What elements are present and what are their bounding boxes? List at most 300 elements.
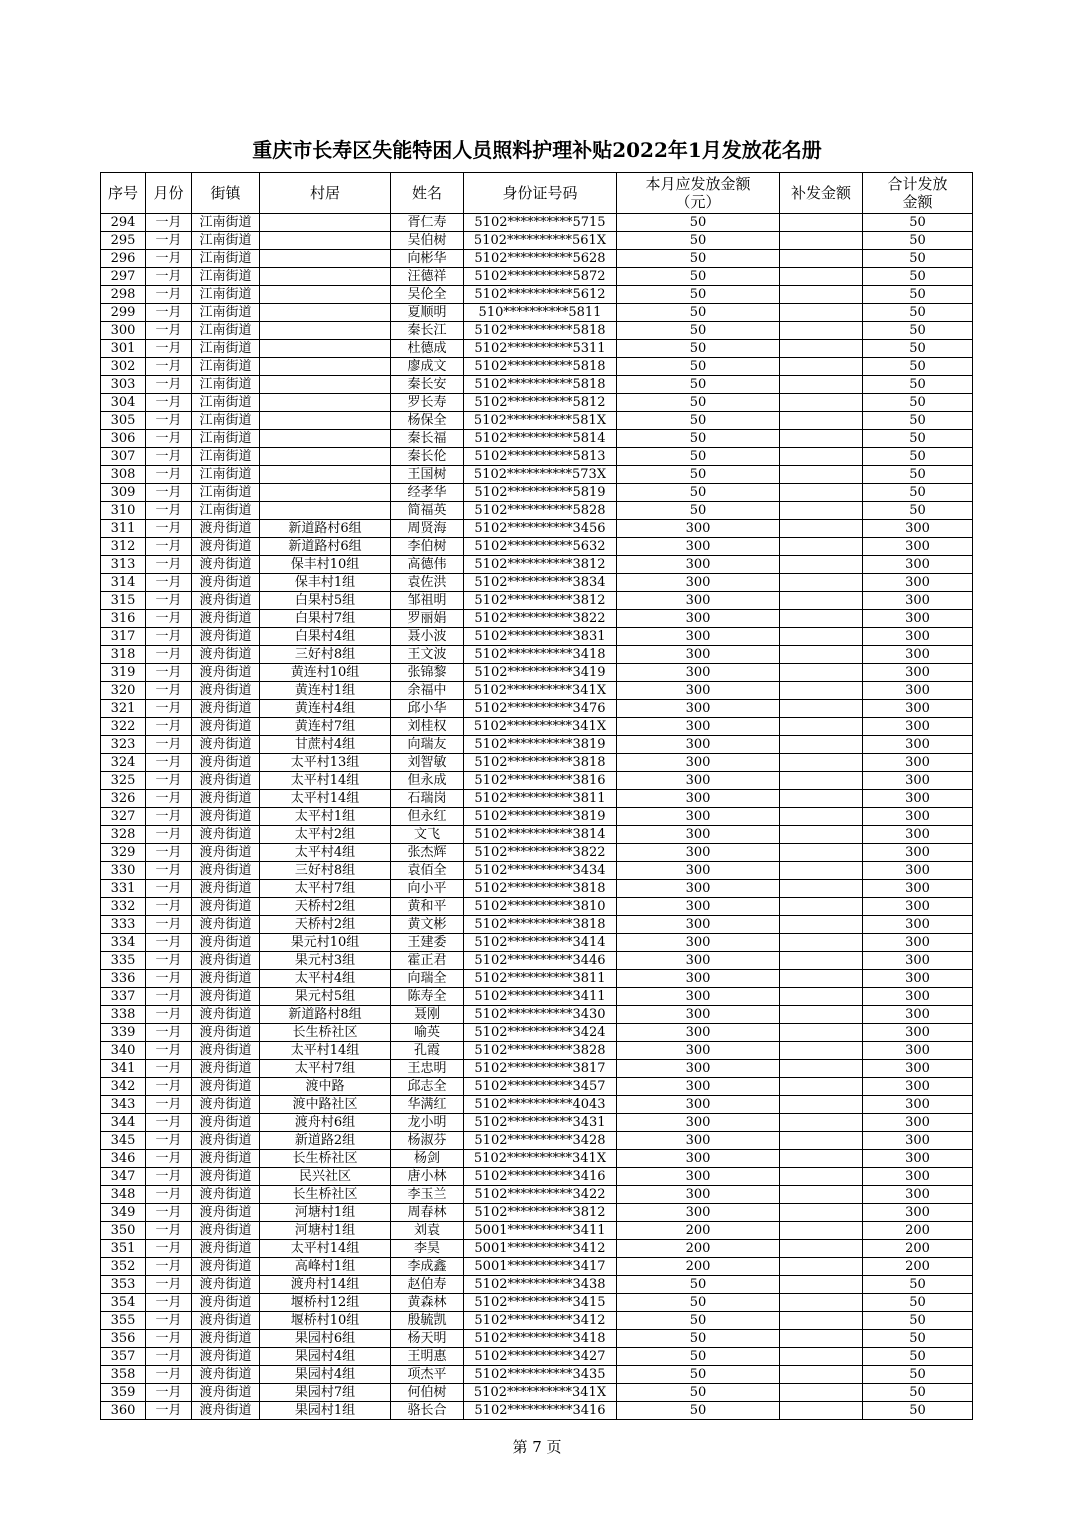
cell-seq: 309 <box>101 484 146 502</box>
cell-seq: 302 <box>101 358 146 376</box>
cell-street: 渡舟街道 <box>192 844 260 862</box>
cell-due-amount: 50 <box>617 268 780 286</box>
cell-due-amount: 50 <box>617 484 780 502</box>
cell-name: 秦长伦 <box>391 448 464 466</box>
cell-total: 300 <box>863 826 973 844</box>
table-row <box>101 646 973 664</box>
cell-village: 太平村4组 <box>260 970 391 988</box>
cell-month: 一月 <box>146 916 192 934</box>
cell-seq: 294 <box>101 214 146 232</box>
header-due-line2: （元） <box>675 193 721 211</box>
cell-total: 50 <box>863 232 973 250</box>
cell-name: 王建委 <box>391 934 464 952</box>
cell-seq: 353 <box>101 1276 146 1294</box>
cell-due-amount: 300 <box>617 898 780 916</box>
cell-street: 渡舟街道 <box>192 916 260 934</box>
cell-name: 李昊 <box>391 1240 464 1258</box>
cell-seq: 298 <box>101 286 146 304</box>
cell-id-number: 5102**********5818 <box>464 322 617 340</box>
cell-reissue <box>780 358 863 376</box>
cell-month: 一月 <box>146 574 192 592</box>
cell-seq: 342 <box>101 1078 146 1096</box>
cell-street: 渡舟街道 <box>192 1402 260 1420</box>
cell-name: 刘袁 <box>391 1222 464 1240</box>
cell-month: 一月 <box>146 952 192 970</box>
cell-due-amount: 300 <box>617 574 780 592</box>
cell-id-number: 5102**********5628 <box>464 250 617 268</box>
cell-village: 果园村7组 <box>260 1384 391 1402</box>
cell-id-number: 5102**********3416 <box>464 1402 617 1420</box>
cell-reissue <box>780 628 863 646</box>
cell-month: 一月 <box>146 934 192 952</box>
cell-total: 50 <box>863 394 973 412</box>
cell-street: 江南街道 <box>192 286 260 304</box>
cell-seq: 325 <box>101 772 146 790</box>
cell-village: 渡舟村6组 <box>260 1114 391 1132</box>
cell-due-amount: 50 <box>617 502 780 520</box>
cell-month: 一月 <box>146 1366 192 1384</box>
cell-due-amount: 300 <box>617 790 780 808</box>
cell-reissue <box>780 574 863 592</box>
cell-street: 江南街道 <box>192 304 260 322</box>
cell-seq: 315 <box>101 592 146 610</box>
cell-name: 袁佰全 <box>391 862 464 880</box>
cell-due-amount: 50 <box>617 1276 780 1294</box>
cell-total: 50 <box>863 430 973 448</box>
cell-total: 300 <box>863 1024 973 1042</box>
table-row <box>101 430 973 448</box>
cell-month: 一月 <box>146 376 192 394</box>
cell-name: 罗长寿 <box>391 394 464 412</box>
cell-seq: 341 <box>101 1060 146 1078</box>
cell-total: 300 <box>863 682 973 700</box>
cell-reissue <box>780 898 863 916</box>
cell-due-amount: 300 <box>617 700 780 718</box>
table-row <box>101 412 973 430</box>
table-row <box>101 268 973 286</box>
header-total-line1: 合计发放 <box>887 175 948 193</box>
cell-street: 渡舟街道 <box>192 1132 260 1150</box>
table-row <box>101 358 973 376</box>
cell-id-number: 5102**********5813 <box>464 448 617 466</box>
cell-seq: 308 <box>101 466 146 484</box>
cell-total: 300 <box>863 538 973 556</box>
cell-due-amount: 300 <box>617 1204 780 1222</box>
cell-seq: 337 <box>101 988 146 1006</box>
cell-name: 唐小林 <box>391 1168 464 1186</box>
cell-village: 太平村14组 <box>260 1042 391 1060</box>
cell-seq: 317 <box>101 628 146 646</box>
cell-seq: 338 <box>101 1006 146 1024</box>
cell-id-number: 5102**********3411 <box>464 988 617 1006</box>
cell-name: 吴伦全 <box>391 286 464 304</box>
cell-total: 300 <box>863 628 973 646</box>
cell-reissue <box>780 700 863 718</box>
cell-seq: 358 <box>101 1366 146 1384</box>
table-row <box>101 1222 973 1240</box>
cell-due-amount: 300 <box>617 718 780 736</box>
cell-name: 邱志全 <box>391 1078 464 1096</box>
cell-month: 一月 <box>146 754 192 772</box>
cell-id-number: 5102**********3412 <box>464 1312 617 1330</box>
table-row <box>101 250 973 268</box>
cell-reissue <box>780 268 863 286</box>
cell-seq: 348 <box>101 1186 146 1204</box>
cell-reissue <box>780 610 863 628</box>
cell-reissue <box>780 1204 863 1222</box>
cell-name: 邹祖明 <box>391 592 464 610</box>
cell-street: 江南街道 <box>192 502 260 520</box>
header-reissue: 补发金额 <box>780 173 863 214</box>
cell-total: 50 <box>863 1348 973 1366</box>
cell-name: 何伯树 <box>391 1384 464 1402</box>
cell-reissue <box>780 682 863 700</box>
cell-name: 简福英 <box>391 502 464 520</box>
cell-month: 一月 <box>146 1168 192 1186</box>
cell-village: 三好村8组 <box>260 862 391 880</box>
cell-name: 石瑞岗 <box>391 790 464 808</box>
cell-id-number: 5102**********4043 <box>464 1096 617 1114</box>
page-number: 第 7 页 <box>512 1438 562 1456</box>
cell-id-number: 5102**********341X <box>464 682 617 700</box>
cell-village: 高峰村1组 <box>260 1258 391 1276</box>
cell-id-number: 5102**********3446 <box>464 952 617 970</box>
cell-total: 300 <box>863 934 973 952</box>
cell-village: 渡中路 <box>260 1078 391 1096</box>
cell-reissue <box>780 1312 863 1330</box>
cell-street: 渡舟街道 <box>192 1006 260 1024</box>
cell-month: 一月 <box>146 1276 192 1294</box>
cell-total: 50 <box>863 502 973 520</box>
cell-reissue <box>780 790 863 808</box>
cell-id-number: 5102**********3834 <box>464 574 617 592</box>
cell-seq: 354 <box>101 1294 146 1312</box>
cell-due-amount: 50 <box>617 322 780 340</box>
cell-month: 一月 <box>146 268 192 286</box>
cell-street: 渡舟街道 <box>192 934 260 952</box>
cell-due-amount: 300 <box>617 862 780 880</box>
cell-village: 黄连村1组 <box>260 682 391 700</box>
table-row <box>101 1366 973 1384</box>
cell-due-amount: 300 <box>617 1114 780 1132</box>
cell-id-number: 5102**********3430 <box>464 1006 617 1024</box>
cell-name: 李伯树 <box>391 538 464 556</box>
cell-id-number: 5102**********5814 <box>464 430 617 448</box>
table-row <box>101 340 973 358</box>
cell-id-number: 5102**********5311 <box>464 340 617 358</box>
cell-name: 秦长安 <box>391 376 464 394</box>
cell-due-amount: 50 <box>617 340 780 358</box>
cell-total: 50 <box>863 1276 973 1294</box>
cell-due-amount: 300 <box>617 1096 780 1114</box>
cell-month: 一月 <box>146 466 192 484</box>
cell-due-amount: 50 <box>617 358 780 376</box>
cell-id-number: 5102**********5612 <box>464 286 617 304</box>
cell-seq: 301 <box>101 340 146 358</box>
table-row <box>101 484 973 502</box>
cell-street: 渡舟街道 <box>192 1024 260 1042</box>
cell-street: 渡舟街道 <box>192 574 260 592</box>
cell-month: 一月 <box>146 214 192 232</box>
cell-name: 黄文彬 <box>391 916 464 934</box>
cell-month: 一月 <box>146 1042 192 1060</box>
cell-month: 一月 <box>146 880 192 898</box>
cell-village: 太平村2组 <box>260 826 391 844</box>
cell-month: 一月 <box>146 646 192 664</box>
cell-reissue <box>780 592 863 610</box>
table-row <box>101 538 973 556</box>
cell-due-amount: 300 <box>617 610 780 628</box>
cell-village: 太平村7组 <box>260 880 391 898</box>
cell-id-number: 5102**********3822 <box>464 610 617 628</box>
cell-due-amount: 50 <box>617 412 780 430</box>
table-row <box>101 826 973 844</box>
cell-village: 长生桥社区 <box>260 1186 391 1204</box>
cell-reissue <box>780 1042 863 1060</box>
cell-street: 江南街道 <box>192 466 260 484</box>
cell-reissue <box>780 466 863 484</box>
cell-street: 渡舟街道 <box>192 1384 260 1402</box>
cell-seq: 303 <box>101 376 146 394</box>
cell-reissue <box>780 862 863 880</box>
cell-month: 一月 <box>146 808 192 826</box>
cell-seq: 312 <box>101 538 146 556</box>
header-due-amount <box>617 173 780 214</box>
table-row <box>101 520 973 538</box>
cell-id-number: 5102**********3818 <box>464 916 617 934</box>
cell-total: 50 <box>863 376 973 394</box>
cell-name: 喻英 <box>391 1024 464 1042</box>
table-row <box>101 214 973 232</box>
cell-seq: 319 <box>101 664 146 682</box>
table-row <box>101 682 973 700</box>
cell-reissue <box>780 826 863 844</box>
cell-total: 50 <box>863 1366 973 1384</box>
cell-street: 渡舟街道 <box>192 1258 260 1276</box>
cell-seq: 333 <box>101 916 146 934</box>
cell-due-amount: 300 <box>617 844 780 862</box>
table-row <box>101 1402 973 1420</box>
cell-total: 300 <box>863 1168 973 1186</box>
cell-name: 龙小明 <box>391 1114 464 1132</box>
table-row <box>101 1150 973 1168</box>
cell-total: 300 <box>863 1186 973 1204</box>
cell-reissue <box>780 1258 863 1276</box>
cell-month: 一月 <box>146 304 192 322</box>
cell-total: 300 <box>863 1204 973 1222</box>
cell-name: 李成鑫 <box>391 1258 464 1276</box>
cell-due-amount: 50 <box>617 376 780 394</box>
cell-month: 一月 <box>146 682 192 700</box>
cell-id-number: 5102**********3438 <box>464 1276 617 1294</box>
cell-due-amount: 300 <box>617 970 780 988</box>
cell-id-number: 5102**********3812 <box>464 592 617 610</box>
cell-due-amount: 300 <box>617 772 780 790</box>
cell-name: 王忠明 <box>391 1060 464 1078</box>
cell-reissue <box>780 664 863 682</box>
cell-reissue <box>780 484 863 502</box>
cell-name: 王文波 <box>391 646 464 664</box>
cell-total: 300 <box>863 1096 973 1114</box>
table-row <box>101 1114 973 1132</box>
cell-seq: 323 <box>101 736 146 754</box>
cell-due-amount: 300 <box>617 826 780 844</box>
cell-village <box>260 466 391 484</box>
cell-id-number: 5102**********5828 <box>464 502 617 520</box>
cell-due-amount: 300 <box>617 1186 780 1204</box>
cell-village: 果园村4组 <box>260 1366 391 1384</box>
cell-total: 50 <box>863 322 973 340</box>
cell-village <box>260 340 391 358</box>
cell-due-amount: 50 <box>617 232 780 250</box>
cell-reissue <box>780 1330 863 1348</box>
cell-due-amount: 50 <box>617 250 780 268</box>
cell-name: 夏顺明 <box>391 304 464 322</box>
cell-name: 王国树 <box>391 466 464 484</box>
cell-total: 50 <box>863 1402 973 1420</box>
cell-reissue <box>780 304 863 322</box>
cell-month: 一月 <box>146 322 192 340</box>
cell-village <box>260 394 391 412</box>
cell-name: 张锦黎 <box>391 664 464 682</box>
cell-id-number: 5102**********3418 <box>464 1330 617 1348</box>
cell-name: 赵伯寿 <box>391 1276 464 1294</box>
cell-name: 袁佐洪 <box>391 574 464 592</box>
cell-month: 一月 <box>146 556 192 574</box>
cell-reissue <box>780 754 863 772</box>
cell-street: 渡舟街道 <box>192 1168 260 1186</box>
cell-id-number: 5102**********3419 <box>464 664 617 682</box>
cell-seq: 344 <box>101 1114 146 1132</box>
cell-total: 50 <box>863 466 973 484</box>
cell-name: 余福中 <box>391 682 464 700</box>
cell-total: 50 <box>863 250 973 268</box>
cell-id-number: 5102**********3818 <box>464 754 617 772</box>
cell-total: 300 <box>863 1150 973 1168</box>
cell-reissue <box>780 1150 863 1168</box>
cell-month: 一月 <box>146 898 192 916</box>
cell-street: 渡舟街道 <box>192 520 260 538</box>
cell-street: 渡舟街道 <box>192 718 260 736</box>
header-name: 姓名 <box>391 173 464 214</box>
table-row <box>101 988 973 1006</box>
cell-total: 300 <box>863 610 973 628</box>
cell-total: 50 <box>863 286 973 304</box>
cell-total: 300 <box>863 1006 973 1024</box>
cell-village: 长生桥社区 <box>260 1024 391 1042</box>
cell-seq: 336 <box>101 970 146 988</box>
cell-village <box>260 304 391 322</box>
header-total <box>863 173 973 214</box>
cell-total: 300 <box>863 880 973 898</box>
cell-due-amount: 300 <box>617 1042 780 1060</box>
cell-reissue <box>780 736 863 754</box>
table-row <box>101 394 973 412</box>
cell-due-amount: 50 <box>617 1330 780 1348</box>
cell-street: 江南街道 <box>192 394 260 412</box>
cell-month: 一月 <box>146 340 192 358</box>
cell-seq: 340 <box>101 1042 146 1060</box>
cell-village: 太平村14组 <box>260 772 391 790</box>
cell-due-amount: 50 <box>617 466 780 484</box>
cell-total: 300 <box>863 916 973 934</box>
cell-total: 300 <box>863 736 973 754</box>
cell-name: 华满红 <box>391 1096 464 1114</box>
cell-village: 白果村5组 <box>260 592 391 610</box>
cell-village <box>260 322 391 340</box>
cell-due-amount: 300 <box>617 1132 780 1150</box>
cell-name: 杨保全 <box>391 412 464 430</box>
cell-total: 50 <box>863 1330 973 1348</box>
cell-reissue <box>780 1384 863 1402</box>
cell-due-amount: 50 <box>617 1312 780 1330</box>
cell-reissue <box>780 808 863 826</box>
cell-due-amount: 50 <box>617 1366 780 1384</box>
cell-name: 张杰辉 <box>391 844 464 862</box>
table-row <box>101 790 973 808</box>
cell-reissue <box>780 538 863 556</box>
table-row <box>101 898 973 916</box>
cell-month: 一月 <box>146 1132 192 1150</box>
cell-seq: 331 <box>101 880 146 898</box>
cell-street: 江南街道 <box>192 430 260 448</box>
table-row <box>101 1276 973 1294</box>
cell-street: 渡舟街道 <box>192 754 260 772</box>
cell-street: 江南街道 <box>192 358 260 376</box>
cell-due-amount: 300 <box>617 628 780 646</box>
cell-month: 一月 <box>146 538 192 556</box>
cell-id-number: 5102**********3810 <box>464 898 617 916</box>
cell-total: 200 <box>863 1240 973 1258</box>
cell-street: 渡舟街道 <box>192 682 260 700</box>
cell-reissue <box>780 646 863 664</box>
cell-reissue <box>780 232 863 250</box>
cell-total: 50 <box>863 1312 973 1330</box>
cell-id-number: 5102**********3814 <box>464 826 617 844</box>
cell-total: 300 <box>863 664 973 682</box>
cell-total: 300 <box>863 1042 973 1060</box>
cell-month: 一月 <box>146 1222 192 1240</box>
cell-street: 江南街道 <box>192 412 260 430</box>
cell-village: 三好村8组 <box>260 646 391 664</box>
cell-reissue <box>780 916 863 934</box>
table-row <box>101 1132 973 1150</box>
cell-total: 50 <box>863 412 973 430</box>
cell-name: 陈寿全 <box>391 988 464 1006</box>
table-row <box>101 880 973 898</box>
table-row <box>101 1204 973 1222</box>
cell-month: 一月 <box>146 430 192 448</box>
cell-village: 天桥村2组 <box>260 916 391 934</box>
cell-total: 300 <box>863 574 973 592</box>
header-total-line2: 金额 <box>902 193 933 211</box>
cell-month: 一月 <box>146 412 192 430</box>
page-title: 重庆市长寿区失能特困人员照料护理补贴2022年1月发放花名册 <box>252 138 822 162</box>
cell-total: 300 <box>863 790 973 808</box>
cell-id-number: 5102**********3427 <box>464 1348 617 1366</box>
cell-street: 渡舟街道 <box>192 1276 260 1294</box>
table-row <box>101 916 973 934</box>
cell-due-amount: 50 <box>617 430 780 448</box>
header-row <box>101 173 973 214</box>
cell-total: 300 <box>863 808 973 826</box>
cell-seq: 324 <box>101 754 146 772</box>
cell-id-number: 5001**********3411 <box>464 1222 617 1240</box>
cell-due-amount: 50 <box>617 214 780 232</box>
cell-due-amount: 50 <box>617 1384 780 1402</box>
cell-name: 吴伯树 <box>391 232 464 250</box>
cell-name: 经孝华 <box>391 484 464 502</box>
